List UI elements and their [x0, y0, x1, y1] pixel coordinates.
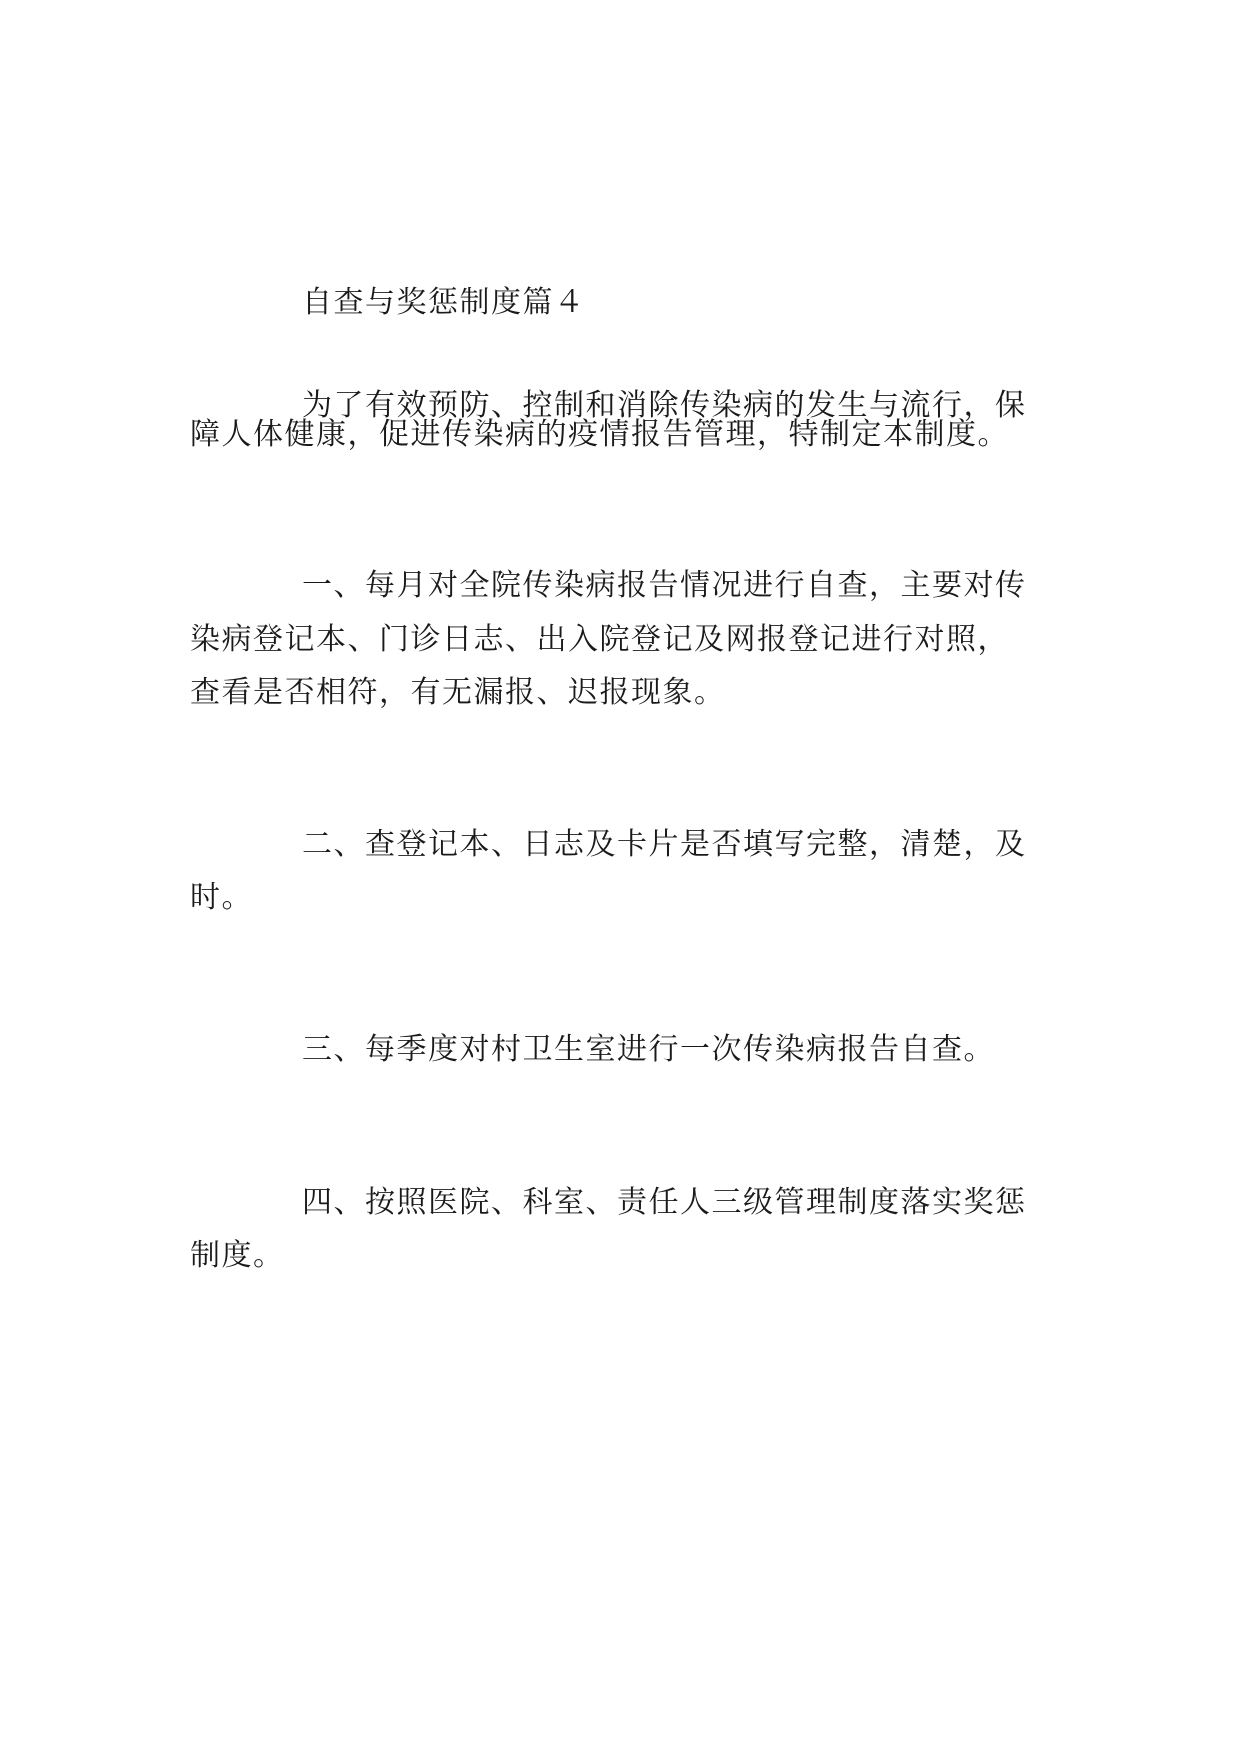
intro-line-1: 为了有效预防、控制和消除传染病的发生与流行，保 — [302, 388, 1027, 423]
item1-line-3: 查看是否相符，有无漏报、迟报现象。 — [190, 675, 726, 710]
intro-line-2: 障人体健康，促进传染病的疫情报告管理，特制定本制度。 — [190, 417, 1009, 452]
item4-line-1: 四、按照医院、科室、责任人三级管理制度落实奖惩 — [302, 1185, 1027, 1220]
item3-line-1: 三、每季度对村卫生室进行一次传染病报告自查。 — [302, 1032, 995, 1067]
item2-line-2: 时。 — [190, 880, 253, 915]
item1-line-2: 染病登记本、门诊日志、出入院登记及网报登记进行对照， — [190, 622, 1009, 657]
item4-line-2: 制度。 — [190, 1238, 285, 1273]
document-title: 自查与奖惩制度篇４ — [302, 285, 586, 320]
item1-line-1: 一、每月对全院传染病报告情况进行自查，主要对传 — [302, 568, 1027, 603]
item2-line-1: 二、查登记本、日志及卡片是否填写完整，清楚，及 — [302, 827, 1027, 862]
